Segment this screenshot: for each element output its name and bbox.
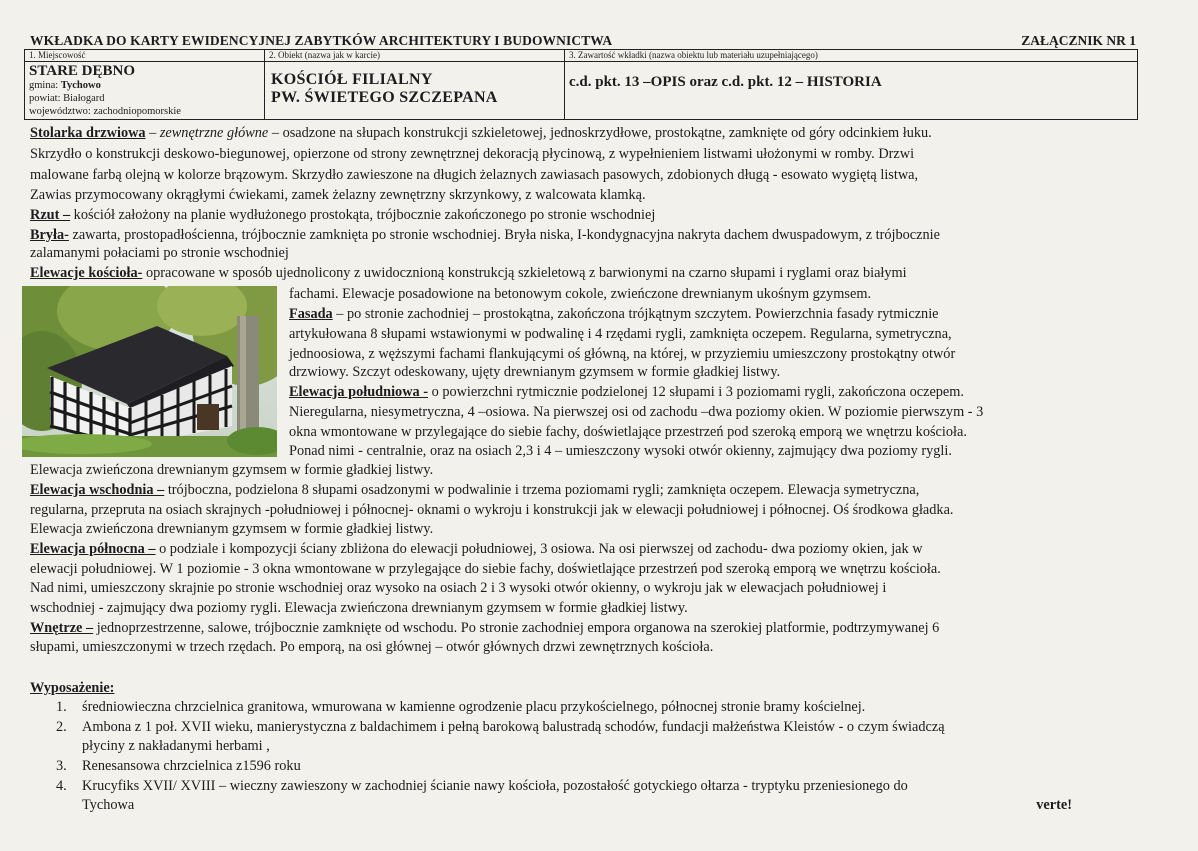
fasada-text-1: – po stronie zachodniej – prostokątna, zakończona trójkątnym szczytem. Powierzchnia fasady rytmicznie: [332, 306, 939, 322]
content-cell: [565, 50, 1137, 119]
polnocna-text-1: o podziale i kompozycji ściany zbliżona do elewacji południowej, 3 osiowa. Na osi pierwszej od zachodu- dwa poziomy okien, jak w: [155, 541, 923, 557]
elewacje-line-2: fachami. Elewacje posadowione na betonowym cokole, zwieńczone drewnianym ukośnym gzymsem.: [289, 286, 872, 302]
object-cell: [265, 50, 565, 119]
item-3-text: Renesansowa chrzcielnica z1596 roku: [82, 758, 301, 774]
stolarka-line-2: Skrzydło o konstrukcji deskowo-biegunowej, opierzone od strony zewnętrznej dekoracją płycinową, z wypełnieniem listwami ułożonymi w romby. Drzwi: [30, 146, 915, 162]
wnetrze-text-1: jednoprzestrzenne, salowe, trójbocznie zamknięte od wschodu. Po stronie zachodniej empora organowa na szerokiej platformie, podtrzymywanej 6: [93, 620, 940, 636]
bryla-heading: Bryła-: [30, 227, 69, 243]
stolarka-heading: Stolarka drzwiowa: [30, 125, 146, 141]
gmina-value: Tychowo: [60, 80, 101, 91]
document-title: WKŁADKA DO KARTY EWIDENCYJNEJ ZABYTKÓW ARCHITEKTURY I BUDOWNICTWA: [30, 33, 613, 48]
fasada-line-2: artykułowana 8 słupami wstawionymi w podwalinę i 4 rzędami rygli, zamknięta oczepem. Regularna, symetryczna,: [289, 326, 952, 342]
poludniowa-line-1: [289, 384, 964, 401]
rzut-line: [30, 207, 655, 224]
item-2-number: 2.: [56, 719, 67, 735]
elewacje-text-1: opracowane w sposób ujednolicony z uwidocznioną konstrukcją szkieletową z barwionymi na czarno słupami i ryglami oraz białymi: [142, 265, 907, 281]
bryla-line-2: zalamanymi połaciami po stronie wschodniej: [30, 245, 289, 261]
wyposazenie-heading: Wyposażenie:: [30, 680, 115, 696]
place-name: STARE DĘBNO: [29, 63, 135, 79]
rzut-heading: Rzut –: [30, 207, 71, 223]
item-3-number: 3.: [56, 758, 67, 774]
wnetrze-line-1: [30, 620, 939, 637]
wyposazenie-line: [30, 680, 114, 697]
powiat-value: Białogard: [63, 93, 105, 104]
polnocna-line-1: [30, 541, 923, 558]
poludniowa-line-4: Ponad nimi - centralnie, oraz na osiach 2,3 i 4 – umieszczony wysoki otwór okienny, zajmujący dwa poziomy rygli.: [289, 443, 952, 459]
stolarka-text-1: – osadzone na słupach konstrukcji szkieletowej, jednoskrzydłowe, prostokątne, zamknięte od góry odcinkiem łuku.: [268, 125, 932, 141]
item-1-text: średniowieczna chrzcielnica granitowa, wmurowana w kamienne ogrodzenie placu przykościelnego, północnej stronie bramy kościelnej.: [82, 699, 866, 715]
wnetrze-heading: Wnętrze –: [30, 620, 94, 636]
woj-value: zachodniopomorskie: [93, 106, 181, 117]
woj-label: województwo:: [29, 106, 91, 117]
object-label: 2. Obiekt (nazwa jak w karcie): [265, 50, 564, 62]
item-2-text: Ambona z 1 poł. XVII wieku, manierystyczna z baldachimem i pełną barokową balustradą schodów, fundacji małżeństwa Kleistów - o czym świadczą: [82, 719, 945, 735]
content-label: 3. Zawartość wkładki (nazwa obiektu lub materiału uzupełniającego): [565, 50, 1137, 62]
verte-note: verte!: [1036, 797, 1072, 813]
elewacje-line-1: [30, 265, 907, 282]
bryla-text-1: zawarta, prostopadłościenna, trójbocznie zamknięta po stronie wschodniej. Bryła niska, I-kondygnacyjna nakryta dachem dwuspadowym, z trójbocznie: [68, 227, 940, 243]
polnocna-heading: Elewacja północna –: [30, 541, 156, 557]
gmina-row: [25, 79, 264, 92]
item-2-text-cont: płyciny z nakładanymi herbami ,: [82, 738, 270, 754]
woj-row: [25, 105, 264, 118]
object-line-2: PW. ŚWIETEGO SZCZEPANA: [271, 89, 498, 106]
polnocna-line-3: Nad nimi, umieszczony skrajnie po stronie wschodniej oraz wysoko na osiach 2 i 3 wysoki otwór okienny, o wykroju jak w elewacjach południowej i: [30, 580, 887, 596]
rzut-text: kościół założony na planie wydłużonego prostokąta, trójbocznie zakończonego po stronie wschodniej: [70, 207, 656, 223]
item-4-number: 4.: [56, 778, 67, 794]
item-4-text-cont: Tychowa: [82, 797, 135, 813]
wschodnia-line-3: Elewacja zwieńczona drewnianym gzymsem w formie gładkiej listwy.: [30, 521, 434, 537]
gmina-label: gmina:: [29, 80, 59, 91]
polnocna-line-2: elewacji południowej. W 1 poziomie - 3 okna wmontowane w przylegające do siebie fachy, doświetlające przestrzeń pod szeroką emporą we wnętrzu kościoła.: [30, 561, 941, 577]
fasada-heading: Fasada: [289, 306, 333, 322]
fasada-line-3: jednoosiowa, z węższymi fachami flankującymi oś główną, na której, w przyziemiu umieszczony prostokątny otwór: [289, 346, 956, 362]
stolarka-line-3: malowane farbą olejną w kolorze brązowym. Skrzydło zawieszone na długich żelaznych zawiasach pasowych, zdobionych długą - esowato wygiętą listwa,: [30, 167, 919, 183]
powiat-label: powiat:: [29, 93, 61, 104]
bryla-line-1: [30, 227, 940, 244]
poludniowa-text-1: o powierzchni rytmicznie podzielonej 12 słupami i 3 poziomami rygli, zakończona oczepem.: [428, 384, 964, 400]
powiat-row: [25, 92, 264, 105]
stolarka-line-4: Zawias przymocowany okrągłymi ćwiekami, zamek żelazny zewnętrzny skrzynkowy, z walcowata klamką.: [30, 187, 646, 203]
polnocna-line-4: wschodniej - zajmujący dwa poziomy rygli. Elewacja zwieńczona drewnianym gzymsem w formie gładkiej listwy.: [30, 600, 688, 616]
church-illustration: [22, 286, 277, 457]
poludniowa-line-3: okna wmontowane w przylegające do siebie fachy, doświetlające przestrzeń pod szeroką emporą we wnętrzu kościoła.: [289, 424, 967, 440]
poludniowa-line-2: Nieregularna, niesymetryczna, 4 –osiowa. Na pierwszej osi od zachodu –dwa poziomy okien. W poziomie pierwszym - 3: [289, 404, 984, 420]
poludniowa-line-5: Elewacja zwieńczona drewnianym gzymsem w formie gładkiej listwy.: [30, 462, 434, 478]
wschodnia-line-2: regularna, przepruta na osiach skrajnych -południowej i północnej- oknami o wykroju i konstrukcji jak w elewacji południowej i północnej. Oś środkowa gładka.: [30, 502, 954, 518]
church-photo: [22, 286, 277, 457]
fasada-line-1: [289, 306, 939, 323]
wnetrze-line-2: słupami, umieszczonymi w trzech rzędach. Po emporą, na osi głównej – otwór głównych drzwi zewnętrznych kościoła.: [30, 639, 714, 655]
stolarka-italic: zewnętrzne główne: [159, 125, 269, 141]
item-1-number: 1.: [56, 699, 67, 715]
poludniowa-heading: Elewacja południowa -: [289, 384, 429, 400]
content-value: c.d. pkt. 13 –OPIS oraz c.d. pkt. 12 – HISTORIA: [569, 74, 882, 90]
wschodnia-text-1: trójboczna, podzielona 8 słupami osadzonymi w podwalinie i trzema poziomami rygli; zamknięta oczepem. Elewacja symetryczna,: [164, 482, 920, 498]
locality-cell: [25, 50, 265, 119]
header-table: [24, 49, 1138, 120]
object-name: [265, 62, 564, 107]
annex-label: ZAŁĄCZNIK NR 1: [1021, 33, 1136, 48]
item-4-text: Krucyfiks XVII/ XVIII – wieczny zawieszony w zachodniej ścianie nawy kościoła, pozostałość gotyckiego ołtarza - tryptyku przeniesionego do: [82, 778, 908, 794]
stolarka-dash: –: [145, 125, 160, 141]
wschodnia-line-1: [30, 482, 919, 499]
elewacje-heading: Elewacje kościoła-: [30, 265, 143, 281]
fasada-line-4: drzwiowy. Szczyt odeskowany, ujęty drewnianym gzymsem w formie gładkiej listwy.: [289, 364, 781, 380]
wschodnia-heading: Elewacja wschodnia –: [30, 482, 165, 498]
locality-label: 1. Miejscowość: [25, 50, 264, 62]
object-line-1: KOŚCIÓŁ FILIALNY: [271, 71, 433, 88]
stolarka-line-1: [30, 125, 932, 142]
